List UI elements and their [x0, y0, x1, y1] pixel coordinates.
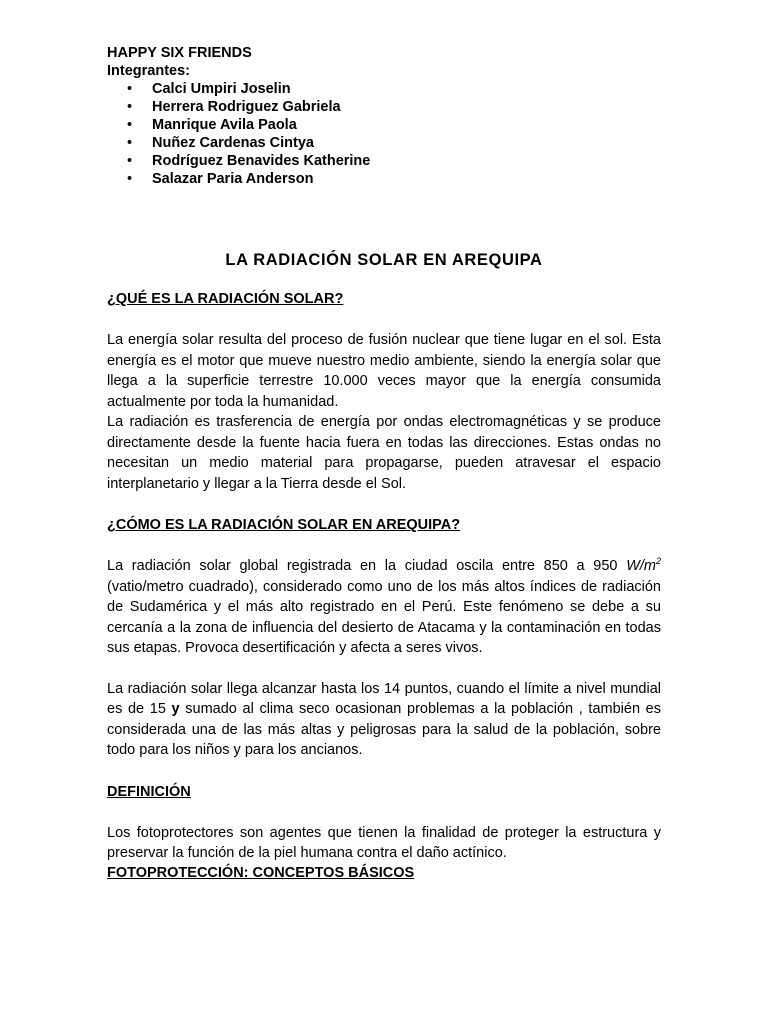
page-title: LA RADIACIÓN SOLAR EN AREQUIPA: [225, 251, 543, 269]
bold-text: y: [171, 701, 180, 717]
members-list: [107, 80, 661, 188]
bullet-icon: •: [127, 117, 133, 133]
member-name: Herrera Rodriguez Gabriela: [152, 99, 341, 115]
bullet-icon: •: [127, 81, 133, 97]
unit-text: $W/m^2$: [626, 556, 661, 574]
paragraph-puntos: [107, 679, 661, 761]
list-item: [127, 170, 661, 188]
text-segment: (vatio/metro cuadrado), considerado como uno de los más altos índices de radiación de Sudamérica y el más alto registrado en el Perú. Este fenómeno se debe a su cercanía a la zona de influencia del desierto de Atacama y la contaminación en todas sus etapas. Provoca desertificación y afecta a seres vivos.: [107, 578, 661, 656]
list-item: [127, 152, 661, 170]
bullet-icon: •: [127, 153, 133, 169]
members-label: Integrantes:: [107, 63, 190, 79]
member-name: Nuñez Cardenas Cintya: [152, 135, 314, 151]
member-name: Rodríguez Benavides Katherine: [152, 153, 371, 169]
text-segment: La radiación solar llega alcanzar hasta los 14 puntos, cuando el límite a nivel mundial es de 15: [107, 680, 661, 717]
section-heading-como-es: ¿CÓMO ES LA RADIACIÓN SOLAR EN AREQUIPA?: [107, 517, 461, 533]
list-item: [127, 80, 661, 98]
section-heading-que-es: ¿QUÉ ES LA RADIACIÓN SOLAR?: [107, 291, 344, 307]
text-segment: La radiación solar global registrada en la ciudad oscila entre 850 a 950: [107, 558, 627, 574]
list-item: [127, 116, 661, 134]
bullet-icon: •: [127, 171, 133, 187]
list-item: [127, 134, 661, 152]
text-segment: sumado al clima seco ocasionan problemas a la población , también es considerada una de las más altas y peligrosas para la salud de la población, sobre todo para los niños y para los ancianos.: [107, 701, 661, 758]
list-item: [127, 98, 661, 116]
paragraph-fotoprotectores: Los fotoprotectores son agentes que tienen la finalidad de proteger la estructura y preservar la función de la piel humana contra el daño actínico.: [107, 824, 661, 861]
group-name: HAPPY SIX FRIENDS: [107, 45, 252, 61]
section-heading-definicion: DEFINICIÓN: [107, 783, 191, 800]
unit-superscript: 2: [655, 556, 661, 567]
paragraph-radiacion-arequipa: [107, 556, 661, 659]
section-heading-fotoproteccion: FOTOPROTECCIÓN: CONCEPTOS BÁSICOS: [107, 864, 415, 881]
paragraph-radiacion: La radiación es trasferencia de energía por ondas electromagnéticas y se produce directamente desde la fuente hacia fuera en todas las direcciones. Estas ondas no necesitan un medio material para propagarse, pueden atravesar el espacio interplanetario y llegar a la Tierra desde el Sol.: [107, 414, 661, 492]
bullet-icon: •: [127, 135, 133, 151]
member-name: Manrique Avila Paola: [152, 117, 297, 133]
member-name: Calci Umpiri Joselin: [152, 81, 291, 97]
bullet-icon: •: [127, 99, 133, 115]
member-name: Salazar Paria Anderson: [152, 171, 314, 187]
paragraph-energia-solar: La energía solar resulta del proceso de fusión nuclear que tiene lugar en el sol. Esta energía es el motor que mueve nuestro medio ambiente, siendo la energía solar que llega a la superficie terrestre 10.000 veces mayor que la energía consumida actualmente por toda la humanidad.: [107, 332, 661, 410]
document-page: [107, 44, 661, 882]
